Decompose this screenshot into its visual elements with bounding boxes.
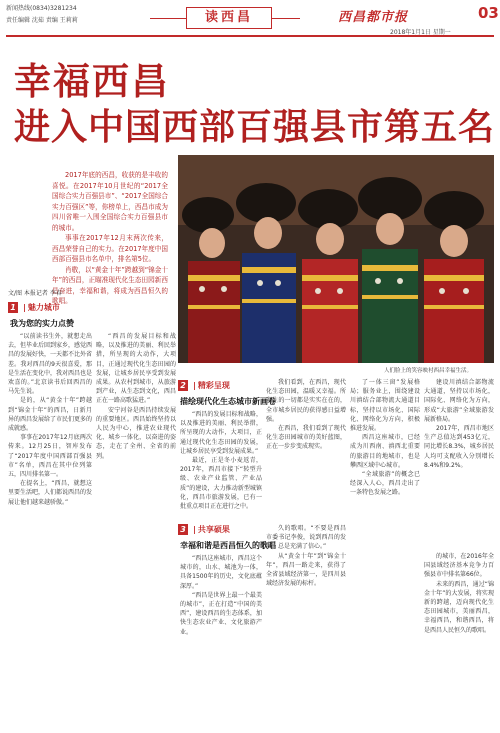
- paragraph: “以前读书生外，就想走出去，但毕业后回到家乡，感觉西昌的发展好快，一天都不比外省差。我对西昌的9天很喜爱，那是生活在变化中，我对西昌也是欢喜的。”北京读书后回西昌的马先生说。: [8, 333, 92, 396]
- masthead-rule-right: [272, 18, 300, 19]
- paragraph: 西昌这座城市，已经成为川西南、滇西北重要的旅游目的地城市，也是攀西区域中心城市。: [350, 434, 420, 469]
- section-3-number: 3: [178, 524, 188, 535]
- paragraph: 未来的西昌，通过“锦金十年”的大发展，将实现新的跨越，迈向现代化生态田园城市，美丽西昌，幸福西昌，和谐西昌，将是西昌人民恒久的歌唱。: [424, 580, 494, 634]
- byline: 文/图 本报记者 李春: [8, 290, 62, 297]
- paragraph: “全域旅游”的概念已经深入人心，西昌走出了一条特色发展之路。: [350, 471, 420, 497]
- section-3-column-a: [180, 554, 262, 728]
- paragraph: “西昌是世界上最一个最美的城市”，正在打造“中国的美西”，建设西昌的生态体系，加快生态农业产业、文化旅游产业。: [180, 591, 262, 636]
- section-2-header: 2 | 精彩呈现: [178, 380, 230, 392]
- section-3-header: 3 | 共享硕果: [178, 524, 230, 536]
- feature-photo: [178, 155, 494, 363]
- paper-logo: 西昌都市报: [338, 10, 409, 25]
- section-1-number: 1: [8, 302, 18, 313]
- paragraph: 的城市，在2016年全国县域经济基本竞争力百强县市中排名第66位。: [424, 553, 494, 579]
- section-2-subtitle: 描绘现代化生态城市新画卷: [180, 397, 276, 406]
- masthead: [0, 0, 500, 40]
- masthead-info: [6, 4, 78, 25]
- right-column-2: [424, 378, 494, 548]
- paragraph: 事事在2017年12月底两次传来。12月25日，智库发布了“2017年度中国西部百强县市”名单，西昌在其中位列第五，四川排名第一。: [8, 434, 92, 479]
- paragraph: 了一体三窗”发展格局；服务业上，围绕建设川滇结合部物流大通道目标，坚持以市场化、国际化、网络化为方向，积极推进发展。: [350, 379, 420, 433]
- headline: [14, 58, 495, 150]
- section-2-title: 精彩呈现: [197, 381, 230, 390]
- right-column-1: [350, 378, 420, 728]
- paragraph: 从“黄金十年”到“锦金十年”，西昌一路走来，获得了全省县域经济第一，是四川县域经济发展的标杆。: [266, 552, 346, 588]
- right-column-3: [424, 552, 494, 728]
- paragraph: 建设川滇结合部物流大通道，坚持以市场化，国际化、网络化为方向，形成“大旅游”全域旅游发展新格局。: [424, 379, 494, 423]
- editors: 责任编辑 沈茹 责编 王莉莉: [6, 17, 78, 24]
- headline-line-2: 进入中国西部百强县市第五名: [14, 106, 496, 148]
- paragraph: 久的歌唱。“不要是西昌市委书记李俊，说到西昌的发展，总是充满了信心。”: [266, 525, 346, 551]
- section-1-subtitle: 我为您的实力点赞: [10, 319, 74, 328]
- section-2-column-b: [266, 378, 346, 520]
- paragraph: 在提名上，“西昌，就想这里要生活吧，人们都说西昌的发展让他们越来越骄傲。”: [8, 480, 92, 506]
- headline-line-1: 幸福西昌: [14, 59, 170, 103]
- lede-paragraph: 肖敬，以“黄金十年”跨越到“锦金十年”的西昌，正瞄准现代化生态田园新西昌奋进，幸福和谐，将成为西昌恒久的歌唱。: [52, 265, 168, 305]
- paragraph: 是的，从“黄金十年”跨越到“锦金十年”的西昌，日新月异的西昌发展给了市民们更多的成就感。: [8, 397, 92, 433]
- lede: [52, 170, 168, 307]
- section-3-column-b: [266, 524, 346, 728]
- issue-date: 2018年1月1日 星期一: [390, 29, 451, 36]
- paragraph: “西昌的发展目标和战略，以及推进的美丽、利民举措，所呈现的大动作，大项目，正通过现代化生态田园的发展，让城乡居民享受到发展成果。从农村到城市，从旅游到产业，从生态到文化，西昌正在一路高歌猛进。”: [96, 333, 176, 405]
- section-1-column-a: [8, 332, 92, 728]
- lede-paragraph: 2017年底的西昌，收获的是丰收的喜悦。在2017年10月世纪的“2017全国综合实力百强县市”、“2017全国综合实力百强区”等，你榜单上，西昌市成为四川省唯一入围全国综合实力百强县市的城市。: [52, 171, 168, 232]
- masthead-divider: [6, 35, 494, 37]
- masthead-rule-left: [150, 18, 186, 19]
- paragraph: 2017年，西昌市地区生产总值达到453亿元，同比增长8.3%，城乡居民人均可支配收入分别增长8.4%和9.2%。: [424, 425, 494, 469]
- paragraph: “西昌的发展目标和战略，以及推进的美丽、利民举措，所呈现的大动作，大项目，正通过现代化生态田园的发展，让城乡居民享受到发展成果。”: [180, 411, 262, 455]
- hotline: 新闻热线(0834)3281234: [6, 5, 77, 12]
- photo-caption: 人们脸上的笑容映衬西昌幸福生活。: [384, 368, 473, 374]
- section-2-number: 2: [178, 380, 188, 391]
- section-3-title: 共享硕果: [197, 525, 230, 534]
- section-1-column-b: [96, 332, 176, 728]
- paragraph: “西昌这座城市，西昌这个城市的，山水、城池为一体，具备1500年的历史，文化底蕴深厚。”: [180, 555, 262, 590]
- section-1-title: 魅力城市: [27, 303, 60, 312]
- paragraph: 我们看到，在西昌，现代化生态田园，温暖又幸福。所发生的一切都是实实在在的，全市城乡居民的获得感日益增强。: [266, 379, 346, 423]
- lede-paragraph: 事事在2017年12月末两次传来，西昌荣誉自己的实力。在2017年度中国西部百强县市名单中，排名第5位。: [52, 234, 168, 263]
- section-1-header: 1 | 魅力城市: [8, 302, 60, 314]
- section-3-subtitle: 幸福和谐是西昌恒久的歌唱: [180, 541, 276, 550]
- paragraph: 最近，正是冬小麦返青，2017年，西昌市接下“转型升级、农业产业监管、产业品质”的建设，大力推动新型城镇化，西昌市旅游发展，已有一批重点项目正在进行之中。: [180, 457, 262, 511]
- paragraph: 安宁河谷是西昌持续发展的重要地区。西昌始终坚持以人民为中心，推进农业现代化、城乡一体化，以奋进的姿态，走在了全州、全省的前列。: [96, 406, 176, 460]
- section-label: 读西昌: [186, 7, 272, 29]
- page-number: 03: [478, 4, 499, 22]
- section-2-column-a: [180, 410, 262, 520]
- paragraph: 在西昌，我们看到了现代化生态田园城市的美好蓝图，正在一步步变成现实。: [266, 425, 346, 451]
